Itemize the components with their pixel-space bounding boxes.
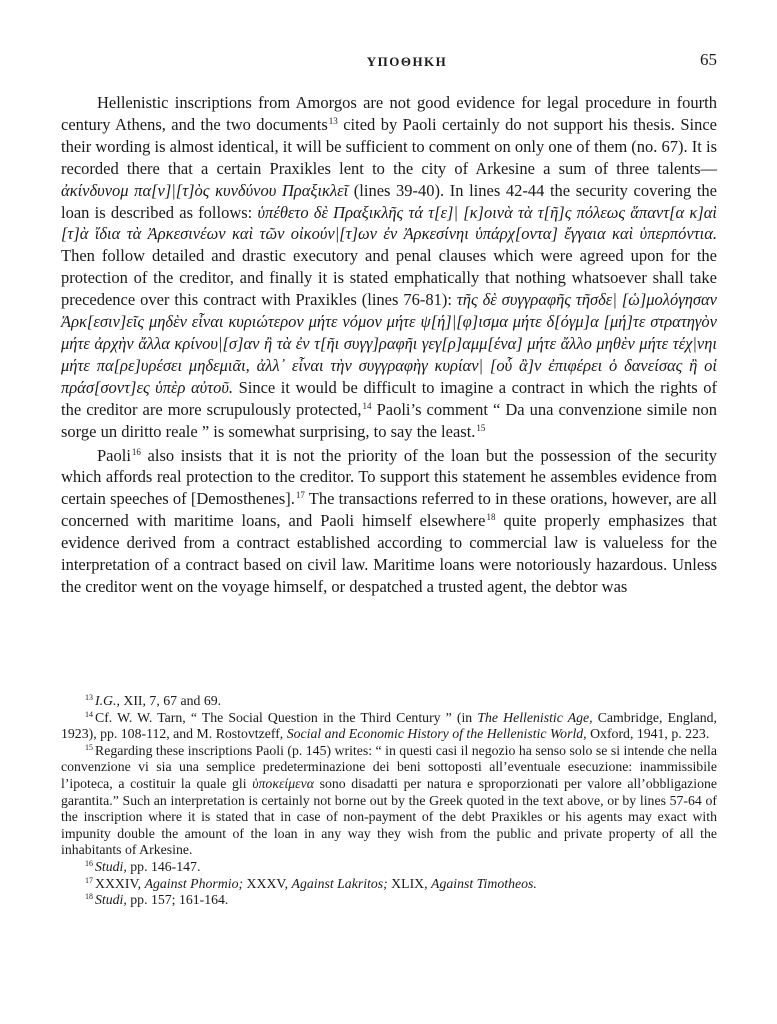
footnote-number: 17 (85, 875, 93, 885)
footnote-number: 16 (85, 858, 93, 868)
footnote-number: 13 (85, 693, 93, 702)
footnote-number: 15 (85, 742, 93, 752)
text-run: also insists that it is not the priority of the loan but the possession of the security which affords real protection to the creditor. To support this statement he assembles evidence from certain speeches of [Demosthenes]. (61, 445, 717, 509)
footnotes (61, 693, 717, 909)
text-run: Since it would be difficult to imagine a contract in which the rights of the creditor are more scrupulously protected, (61, 377, 717, 419)
paragraph-1 (61, 92, 717, 443)
text-run: quite properly emphasizes that evidence derived from a contract established according to commercial law is valueless for the interpretation of a contract based on civil law. Maritime loans were notoriously hazardous. Unless the creditor went on the voyage himself, or despatched a trusted agent, the debtor was (61, 511, 717, 596)
footnote-13 (61, 693, 717, 710)
text-run: cited by Paoli certainly do not support his thesis. Since their wording is almost identical, it will be sufficient to comment on only one of them (no. 67). It is recorded there that a certain Praxikles lent to the city of Arkesine a sum of three talents— (61, 114, 717, 178)
footnote-italic: Social and Economic History of the Hellenistic World, (286, 726, 587, 742)
text-run: Paoli’s comment “ Da una convenzione simile non sorge un diritto reale ” is somewhat surprising, to say the least. (61, 399, 718, 441)
footnote-ref-13[interactable]: 13 (328, 115, 338, 126)
footnote-text: pp. 146-147. (130, 858, 201, 874)
footnote-15 (61, 743, 717, 859)
footnote-ref-15[interactable]: 15 (476, 422, 486, 433)
footnote-17 (61, 876, 717, 893)
greek-quote: τῆς δὲ συγγραφῆς τῆσδε| [ὡ]μολόγησαν Ἀρκ[εσιν]εῖς μηδὲν εἶναι κυριώτερον μήτε νόμον μήτε ψ[ή]|[φ]ισμα μήτε δ[όγμ]α [μή]τε στρατηγὸν μήτε ἀρχὴν ἄλλα κρίνου|[σ]αν ἢ τὰ ἐν τ[ῆι συγγ]ραφῆι γεγ[ρ]αμμ[ένα] μήτε ἄλλο μηθὲν μήτε τέχ|νηι μήτε πα[ρε]υρέσει μηδεμιᾶι, ἀλλ᾽ εἶναι τὴν συγγραφὴγ κυρίαν| [οὗ ἂ]ν ἐπιφέρει ὁ δανείσας ἢ οἱ πράσ[σοντ]ες ὑπὲρ αὐτοῦ. (61, 290, 718, 397)
footnote-ref-17[interactable]: 17 (295, 490, 305, 501)
running-head-title: ΥΠΟΘΗΚΗ (366, 54, 448, 69)
footnote-italic: Studi, (95, 858, 127, 874)
footnote-text: XLIX, (391, 875, 428, 891)
footnote-text: , XII, 7, 67 and 69. (116, 693, 222, 708)
footnote-text: XXXV, (246, 875, 289, 891)
footnote-text: Cf. W. W. Tarn, “ The Social Question in the Third Century ” (in (95, 709, 473, 725)
running-header (97, 48, 717, 74)
text-run: Then follow detailed and drastic executory and penal clauses which were agreed upon for the protection of the creditor, and finally it is stated emphatically that nothing whatsoever shall take precedence over this contract with Praxikles (lines 76-81): (61, 246, 717, 310)
footnote-ref-18[interactable]: 18 (486, 512, 496, 523)
footnote-text: sono disadatti per natura e sproporzionati per valore all’obbligazione garantita.” Such an interpretation is certainly not borne out by the Greek quoted in the text above, or by lines 57-64 of the inscription where it is stated that in case of non-payment of the debt Praxikles or his agents may exact with impunity double the amount of the loan in any way they wish from the public and private property of all the inhabitants of Arkesine. (61, 775, 717, 858)
paragraph-2 (61, 445, 717, 598)
footnote-text: Oxford, 1941, p. 223. (590, 726, 710, 742)
footnote-ref-16[interactable]: 16 (131, 446, 141, 457)
footnote-18 (61, 892, 717, 909)
footnote-italic: Against Phormio; (144, 875, 244, 891)
footnote-text: XXXIV, (95, 875, 142, 891)
text-run: Hellenistic inscriptions from Amorgos are not good evidence for legal procedure in fourth century Athens, and the two documents (61, 93, 717, 134)
footnote-greek: ὑποκείμενα (252, 775, 314, 791)
text-run: (lines 39-40). In lines 42-44 the security covering the loan is described as follows: (61, 180, 717, 222)
greek-quote: ὑπέθετο δὲ Πραξικλῆς τά τ[ε]| [κ]οινὰ τὰ τ[ῆ]ς πόλεως ἅπαντ[α κ]αὶ [τ]ὰ ἴδια τὰ Ἀρκεσινέων καὶ τῶν οἰκούν|[τ]ων ἐν Ἀρκεσίνηι ὑπάρχ[οντα] ἔγγαια καὶ ὑπερπόντια. (61, 202, 717, 244)
footnote-16 (61, 859, 717, 876)
footnote-italic: Against Lakritos; (291, 875, 388, 891)
footnote-italic: I.G. (95, 693, 117, 708)
footnote-italic: Studi, (95, 892, 127, 908)
greek-quote: ἀκίνδυνομ πα[ν]|[τ]ὸς κυνδύνου Πραξικλεῖ (61, 180, 349, 200)
footnote-number: 18 (85, 892, 93, 902)
footnote-italic: The Hellenistic Age, (477, 709, 593, 725)
footnote-italic: Against Timotheos. (431, 875, 537, 891)
footnote-text: pp. 157; 161-164. (130, 892, 229, 908)
footnote-text: Regarding these inscriptions Paoli (p. 145) writes: “ in questi casi il negozio ha senso solo se si intende che nella convenzione vi sia una semplice predeterminazione dei beni sottoposti all’eventuale esecuzione: inammissibile l’ipoteca, a costituir la quale gli (61, 742, 717, 791)
footnote-number: 14 (85, 709, 93, 719)
footnote-text: Cambridge, England, 1923), pp. 108-112, and M. Rostovtzeff, (61, 709, 718, 742)
main-text (61, 92, 717, 598)
footnote-14 (61, 710, 717, 743)
page-number: 65 (700, 50, 717, 69)
text-run: Paoli (97, 445, 131, 465)
text-run: The transactions referred to in these orations, however, are all concerned with maritime loans, and Paoli himself elsewhere (61, 489, 717, 531)
footnote-ref-14[interactable]: 14 (362, 400, 372, 411)
